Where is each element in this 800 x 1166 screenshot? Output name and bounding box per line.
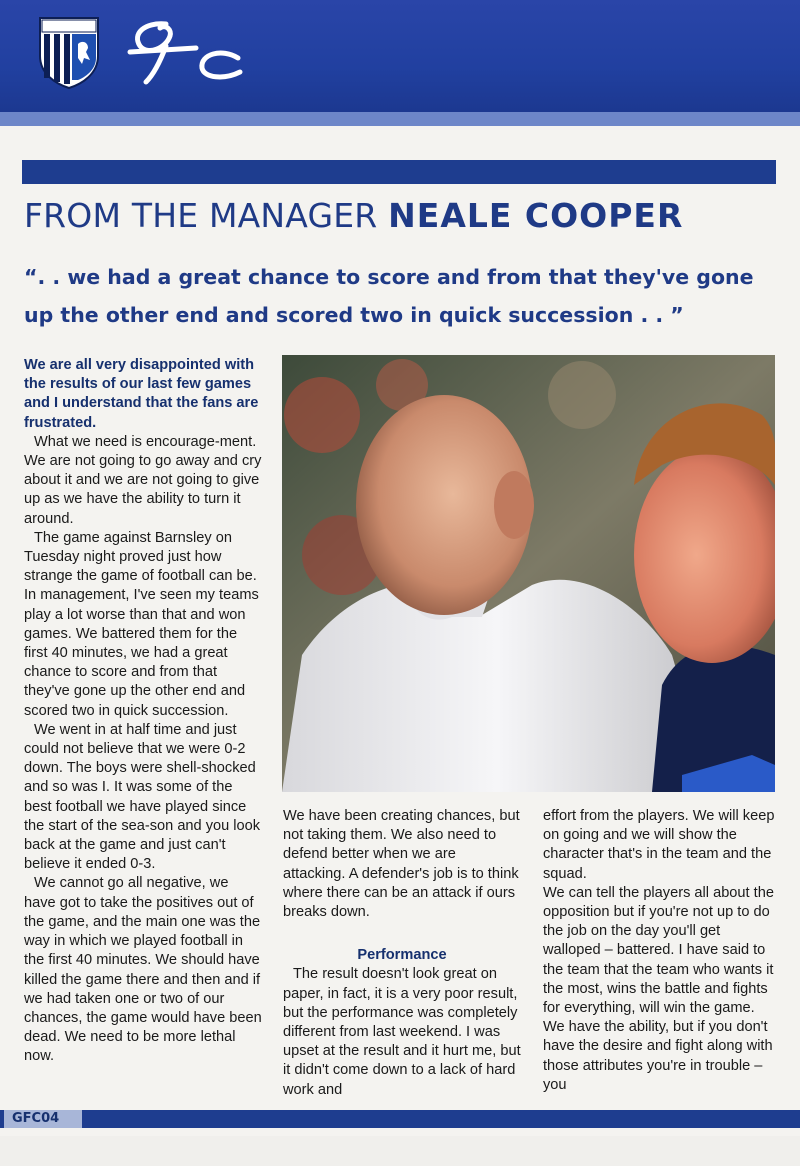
page-bottom-margin [0, 1136, 800, 1166]
article-column-1 [24, 356, 264, 1067]
article-paragraph: The game against Barnsley on Tuesday night proved just how strange the game of football can be. In management, I've seen my teams play a lot worse than that and won games. We battered them for the first 40 minutes, we had a great chance to score and from that they've gone up the other end and scored two in quick succession. [24, 529, 259, 719]
gfc-script-logo-icon [126, 18, 244, 86]
article-paragraph: effort from the players. We will keep on going and we will show the character that's in the team and the squad. [543, 808, 775, 882]
lead-paragraph: We are all very disappointed with the results of our last few games and I understand that the fans are frustrated. [24, 357, 259, 431]
title-manager-name: NEALE COOPER [388, 196, 684, 235]
article-paragraph: We can tell the players all about the opposition but if you're not up to do the job on the day you'll get walloped – battered. I have said to the team that the team who wants it the most, wins the battle and fights for everything, will win the game. We have the ability, but if you don't have the desire and fight along with those attributes you're in trouble – you [543, 884, 774, 1093]
article-paragraph: We have been creating chances, but not taking them. We also need to defend better when we are attacking. A defender's job is to think where there can be an attack if ours breaks down. [283, 808, 520, 921]
article-column-2 [283, 807, 521, 1100]
club-crest-icon [38, 14, 100, 90]
title-prefix: FROM THE MANAGER [24, 196, 378, 235]
article-paragraph: What we need is encourage-ment. We are not going to go away and cry about it and we are not going to give up as we have the ability to turn it around. [24, 433, 262, 527]
page-number-label: GFC04 [4, 1110, 82, 1128]
header-stripe [0, 112, 800, 126]
title-bar [22, 160, 776, 184]
header-band [0, 0, 800, 112]
page-title [24, 196, 784, 235]
section-subheading: Performance [357, 947, 447, 964]
article-paragraph: We cannot go all negative, we have got to take the positives out of the game, and the main one was the way in which we played football in the first 40 minutes. We should have killed the game there and then and if we had taken one or two of our chances, the game would have been dead. We need to be more lethal now. [24, 875, 262, 1065]
manager-photo [282, 355, 775, 792]
article-paragraph: The result doesn't look great on paper, in fact, it is a very poor result, but the performance was completely different from last weekend. I was upset at the result and it hurt me, but it didn't come down to a lack of hard work and [283, 966, 521, 1098]
pull-quote: “. . we had a great chance to score and from that they've gone up the other end and scored two in quick succession . . ” [24, 265, 754, 327]
article-column-3 [543, 807, 778, 1095]
footer-bar [0, 1110, 800, 1128]
article-paragraph: We went in at half time and just could not believe that we were 0-2 down. The boys were shell-shocked and so was I. It was some of the best football we have played since the start of the sea-son and you look back at the game and just can't believe it ended 0-3. [24, 721, 261, 873]
